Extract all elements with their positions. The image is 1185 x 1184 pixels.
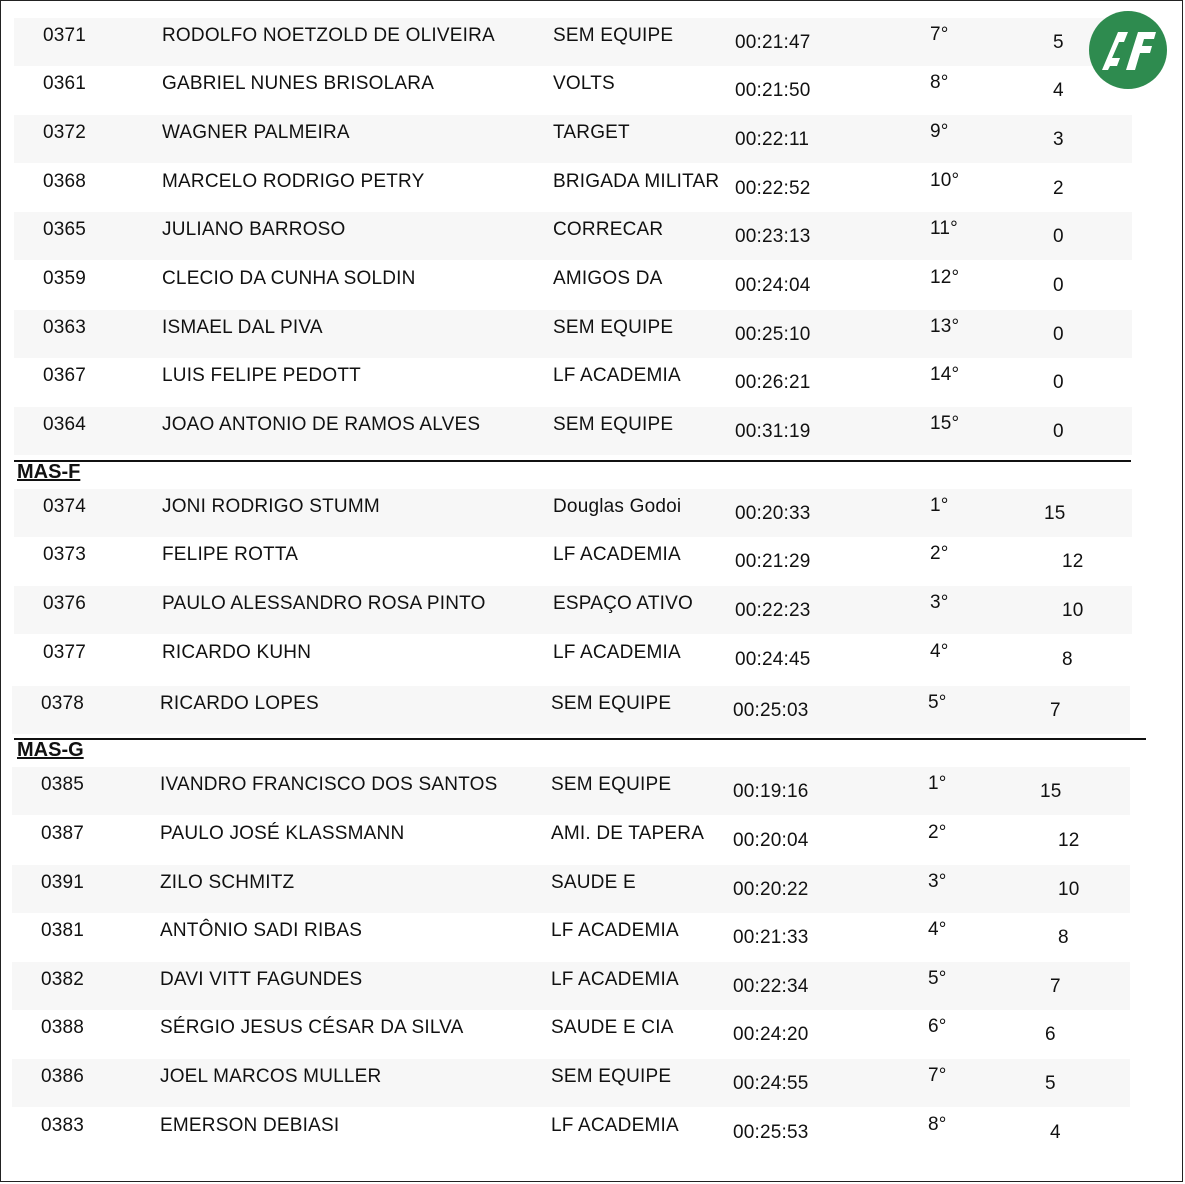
table-row (12, 1010, 1130, 1058)
athlete-name: ISMAEL DAL PIVA (162, 317, 323, 338)
table-row (14, 18, 1132, 66)
athlete-name: CLECIO DA CUNHA SOLDIN (162, 268, 416, 289)
team-name: SEM EQUIPE (553, 414, 674, 435)
finish-time: 00:24:55 (733, 1073, 809, 1094)
table-row (12, 686, 1130, 734)
bib-number: 0391 (41, 872, 85, 893)
placement: 7° (928, 1065, 947, 1086)
placement: 4° (928, 919, 947, 940)
points: 2 (1053, 178, 1064, 199)
team-name: SAUDE E CIA (551, 1017, 674, 1038)
category-heading: MAS-G (17, 739, 84, 761)
finish-time: 00:21:33 (733, 927, 809, 948)
points: 0 (1053, 226, 1064, 247)
points: 10 (1058, 879, 1080, 900)
points: 6 (1045, 1024, 1056, 1045)
table-row (14, 261, 1132, 309)
bib-number: 0363 (43, 317, 87, 338)
finish-time: 00:24:20 (733, 1024, 809, 1045)
placement: 11° (930, 218, 958, 239)
placement: 3° (930, 592, 949, 613)
placement: 8° (930, 72, 949, 93)
team-name: SEM EQUIPE (551, 693, 672, 714)
finish-time: 00:24:04 (735, 275, 811, 296)
table-row (14, 635, 1132, 683)
table-row (12, 767, 1130, 815)
team-name: CORRECAR (553, 219, 664, 240)
table-row (14, 586, 1132, 634)
points: 0 (1053, 372, 1064, 393)
finish-time: 00:20:04 (733, 830, 809, 851)
athlete-name: GABRIEL NUNES BRISOLARA (162, 73, 435, 94)
athlete-name: ANTÔNIO SADI RIBAS (160, 920, 363, 941)
points: 5 (1053, 32, 1064, 53)
finish-time: 00:22:11 (735, 129, 810, 150)
bib-number: 0373 (43, 544, 87, 565)
athlete-name: IVANDRO FRANCISCO DOS SANTOS (160, 774, 498, 795)
placement: 15° (930, 413, 960, 434)
table-row (12, 962, 1130, 1010)
table-row (14, 66, 1132, 114)
bib-number: 0387 (41, 823, 85, 844)
team-name: SEM EQUIPE (551, 1066, 672, 1087)
points: 12 (1062, 551, 1084, 572)
team-name: BRIGADA MILITAR (553, 171, 720, 192)
placement: 6° (928, 1016, 947, 1037)
points: 5 (1045, 1073, 1056, 1094)
team-name: AMIGOS DA (553, 268, 663, 289)
bib-number: 0365 (43, 219, 87, 240)
athlete-name: FELIPE ROTTA (162, 544, 299, 565)
points: 4 (1050, 1122, 1061, 1143)
athlete-name: PAULO JOSÉ KLASSMANN (160, 823, 405, 844)
finish-time: 00:19:16 (733, 781, 809, 802)
placement: 2° (928, 822, 947, 843)
points: 8 (1058, 927, 1069, 948)
athlete-name: LUIS FELIPE PEDOTT (162, 365, 361, 386)
placement: 1° (930, 495, 949, 516)
points: 10 (1062, 600, 1084, 621)
placement: 5° (928, 692, 947, 713)
bib-number: 0371 (43, 25, 87, 46)
bib-number: 0374 (43, 496, 87, 517)
athlete-name: MARCELO RODRIGO PETRY (162, 171, 425, 192)
table-row (14, 489, 1132, 537)
athlete-name: ZILO SCHMITZ (160, 872, 295, 893)
placement: 14° (930, 364, 960, 385)
placement: 8° (928, 1114, 947, 1135)
team-name: SAUDE E (551, 872, 636, 893)
points: 15 (1040, 781, 1062, 802)
points: 15 (1044, 503, 1066, 524)
bib-number: 0368 (43, 171, 87, 192)
team-name: LF ACADEMIA (551, 969, 679, 990)
finish-time: 00:25:03 (733, 700, 809, 721)
points: 8 (1062, 649, 1073, 670)
placement: 3° (928, 871, 947, 892)
table-row (12, 1108, 1130, 1156)
points: 7 (1050, 976, 1061, 997)
bib-number: 0361 (43, 73, 87, 94)
placement: 10° (930, 170, 960, 191)
athlete-name: JULIANO BARROSO (162, 219, 346, 240)
table-row (14, 212, 1132, 260)
team-name: LF ACADEMIA (553, 365, 681, 386)
points: 0 (1053, 324, 1064, 345)
finish-time: 00:25:10 (735, 324, 811, 345)
bib-number: 0385 (41, 774, 85, 795)
bib-number: 0359 (43, 268, 87, 289)
bib-number: 0381 (41, 920, 85, 941)
finish-time: 00:22:52 (735, 178, 811, 199)
team-name: SEM EQUIPE (551, 774, 672, 795)
finish-time: 00:22:34 (733, 976, 809, 997)
placement: 1° (928, 773, 947, 794)
athlete-name: JOAO ANTONIO DE RAMOS ALVES (162, 414, 481, 435)
bib-number: 0378 (41, 693, 85, 714)
placement: 4° (930, 641, 949, 662)
team-name: AMI. DE TAPERA (551, 823, 705, 844)
finish-time: 00:31:19 (735, 421, 811, 442)
athlete-name: DAVI VITT FAGUNDES (160, 969, 363, 990)
finish-time: 00:26:21 (735, 372, 811, 393)
team-name: VOLTS (553, 73, 615, 94)
finish-time: 00:25:53 (733, 1122, 809, 1143)
bib-number: 0386 (41, 1066, 85, 1087)
team-name: Douglas Godoi (553, 496, 682, 517)
placement: 13° (930, 316, 960, 337)
points: 0 (1053, 275, 1064, 296)
athlete-name: RODOLFO NOETZOLD DE OLIVEIRA (162, 25, 495, 46)
athlete-name: JOEL MARCOS MULLER (160, 1066, 382, 1087)
points: 0 (1053, 421, 1064, 442)
finish-time: 00:20:22 (733, 879, 809, 900)
finish-time: 00:20:33 (735, 503, 811, 524)
athlete-name: SÉRGIO JESUS CÉSAR DA SILVA (160, 1017, 464, 1038)
athlete-name: RICARDO LOPES (160, 693, 319, 714)
table-row (14, 115, 1132, 163)
points: 3 (1053, 129, 1064, 150)
athlete-name: EMERSON DEBIASI (160, 1115, 340, 1136)
athlete-name: RICARDO KUHN (162, 642, 312, 663)
table-row (14, 310, 1132, 358)
table-row (14, 164, 1132, 212)
placement: 7° (930, 24, 949, 45)
af-logo-icon (1088, 10, 1168, 90)
bib-number: 0388 (41, 1017, 85, 1038)
team-name: SEM EQUIPE (553, 317, 674, 338)
points: 4 (1053, 80, 1064, 101)
section-divider (14, 460, 1131, 462)
athlete-name: WAGNER PALMEIRA (162, 122, 350, 143)
finish-time: 00:22:23 (735, 600, 811, 621)
section-divider (14, 738, 1146, 740)
table-row (12, 865, 1130, 913)
finish-time: 00:24:45 (735, 649, 811, 670)
athlete-name: PAULO ALESSANDRO ROSA PINTO (162, 593, 486, 614)
bib-number: 0367 (43, 365, 87, 386)
team-name: SEM EQUIPE (553, 25, 674, 46)
placement: 9° (930, 121, 949, 142)
category-heading: MAS-F (17, 461, 81, 483)
placement: 12° (930, 267, 960, 288)
finish-time: 00:21:50 (735, 80, 811, 101)
bib-number: 0383 (41, 1115, 85, 1136)
table-row (14, 358, 1132, 406)
table-row (12, 913, 1130, 961)
team-name: TARGET (553, 122, 630, 143)
finish-time: 00:23:13 (735, 226, 811, 247)
team-name: LF ACADEMIA (553, 544, 681, 565)
bib-number: 0372 (43, 122, 87, 143)
finish-time: 00:21:47 (735, 32, 811, 53)
bib-number: 0382 (41, 969, 85, 990)
placement: 2° (930, 543, 949, 564)
bib-number: 0377 (43, 642, 87, 663)
athlete-name: JONI RODRIGO STUMM (162, 496, 380, 517)
points: 12 (1058, 830, 1080, 851)
finish-time: 00:21:29 (735, 551, 811, 572)
table-row (14, 537, 1132, 585)
placement: 5° (928, 968, 947, 989)
table-row (12, 1059, 1130, 1107)
team-name: ESPAÇO ATIVO (553, 593, 694, 614)
team-name: LF ACADEMIA (551, 920, 679, 941)
bib-number: 0364 (43, 414, 87, 435)
table-row (14, 407, 1132, 455)
team-name: LF ACADEMIA (551, 1115, 679, 1136)
table-row (12, 816, 1130, 864)
points: 7 (1050, 700, 1061, 721)
team-name: LF ACADEMIA (553, 642, 681, 663)
bib-number: 0376 (43, 593, 87, 614)
